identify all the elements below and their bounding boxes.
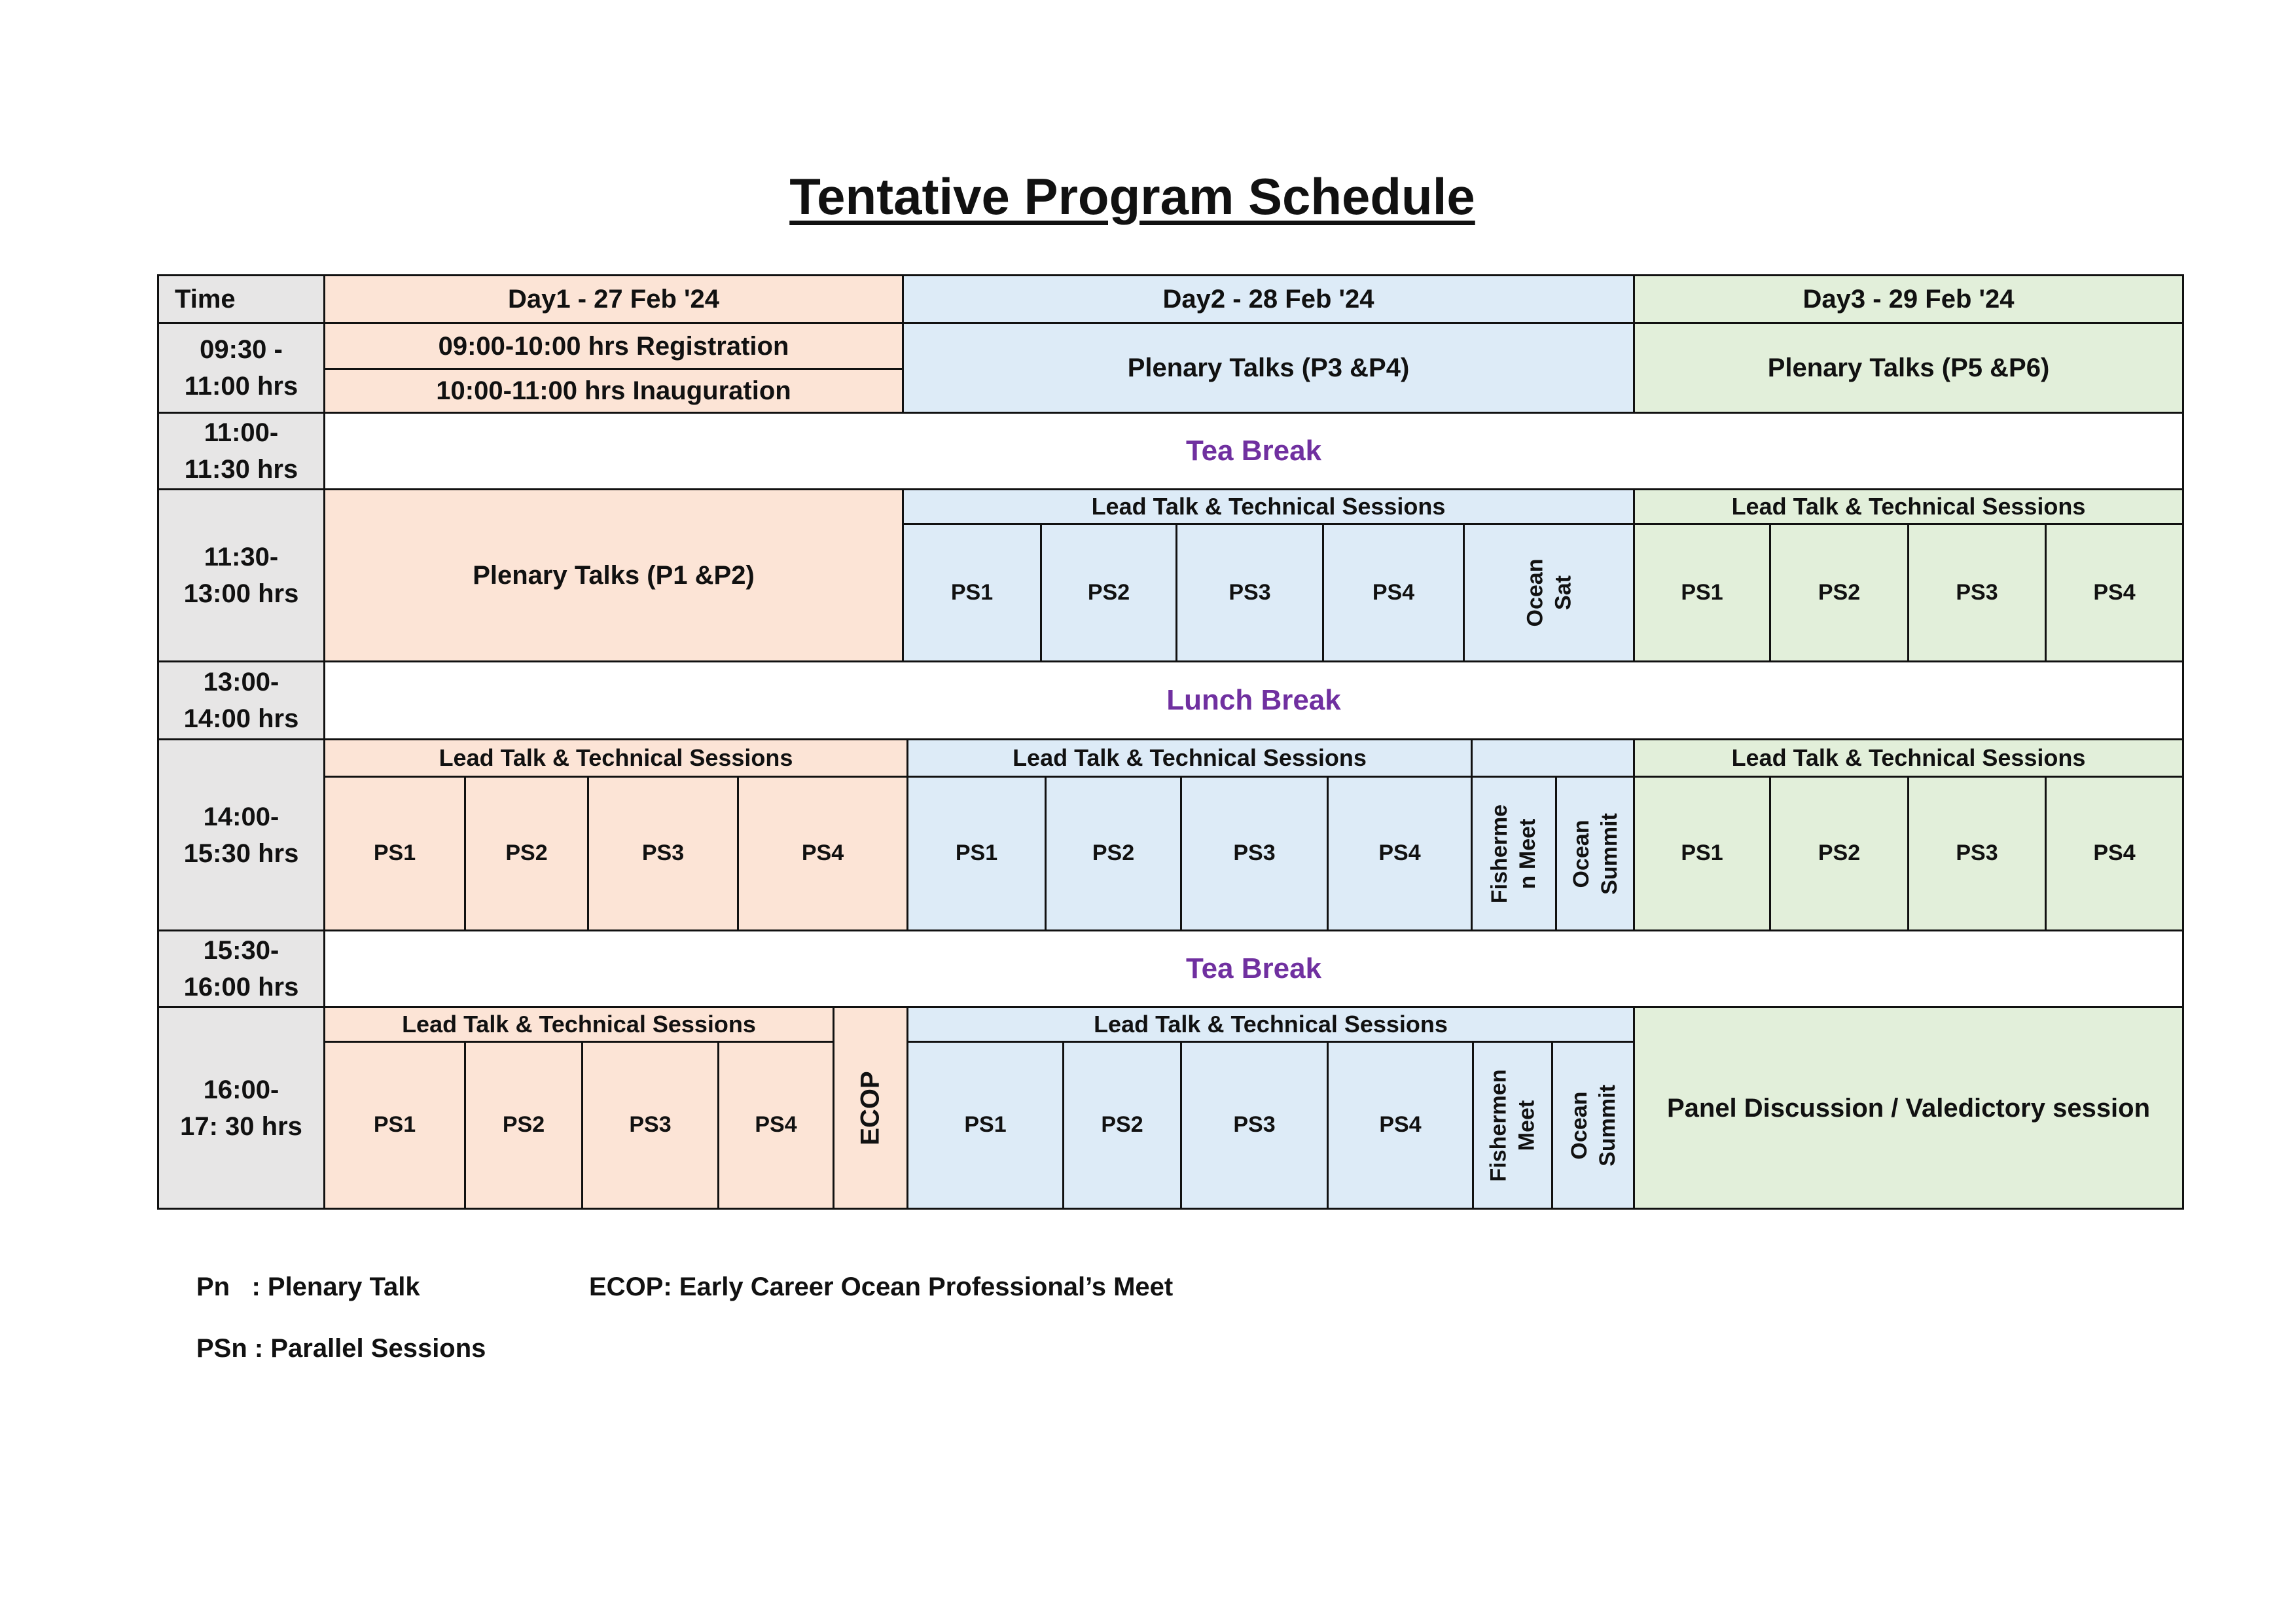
day3-lead-talk-header-1400: Lead Talk & Technical Sessions (1633, 738, 2184, 778)
day3-ps4-1400: PS4 (2045, 776, 2184, 931)
day2-lead-talk-header-1400: Lead Talk & Technical Sessions (906, 738, 1473, 778)
inauguration-cell: 10:00-11:00 hrs Inauguration (323, 368, 904, 414)
lunch-break: Lunch Break (323, 660, 2184, 740)
day1-lead-talk-header-1600: Lead Talk & Technical Sessions (323, 1006, 834, 1043)
legend-ecop: ECOP: Early Career Ocean Professional’s Meet (589, 1272, 1174, 1301)
day1-ps4-1600: PS4 (717, 1041, 834, 1210)
fishermen-meet-label: Fisherme n Meet (1487, 804, 1540, 903)
registration-cell: 09:00-10:00 hrs Registration (323, 322, 904, 370)
day2-empty-header-1400 (1471, 738, 1635, 778)
day2-ps2-1400: PS2 (1045, 776, 1182, 931)
day2-ocean-summit-1600 (1551, 1041, 1635, 1210)
day2-ps2-1130: PS2 (1040, 523, 1177, 662)
day2-ps2-1600: PS2 (1062, 1041, 1182, 1210)
day1-ecop (833, 1006, 908, 1210)
day3-lead-talk-header-1130: Lead Talk & Technical Sessions (1633, 488, 2184, 525)
day2-plenary-p3-p4: Plenary Talks (P3 &P4) (902, 322, 1635, 414)
day3-panel-valedictory: Panel Discussion / Valedictory session (1633, 1006, 2184, 1210)
day3-ps2-1130: PS2 (1769, 523, 1909, 662)
day2-ps1-1600: PS1 (906, 1041, 1064, 1210)
time-slot-1400: 14:00- 15:30 hrs (157, 738, 325, 931)
day3-ps4-1130: PS4 (2045, 523, 2184, 662)
day2-ps3-1400: PS3 (1180, 776, 1329, 931)
header-day2: Day2 - 28 Feb '24 (902, 274, 1635, 324)
day1-lead-talk-header-1400: Lead Talk & Technical Sessions (323, 738, 908, 778)
day3-ps3-1400: PS3 (1907, 776, 2047, 931)
fishermen-meet-label: Fishermen Meet (1486, 1069, 1539, 1182)
ocean-sat-label: Ocean Sat (1522, 558, 1575, 627)
day3-plenary-p5-p6: Plenary Talks (P5 &P6) (1633, 322, 2184, 414)
day1-ps2-1600: PS2 (464, 1041, 583, 1210)
day1-ps3-1600: PS3 (581, 1041, 719, 1210)
header-day1: Day1 - 27 Feb '24 (323, 274, 904, 324)
day1-ps4-1400: PS4 (737, 776, 908, 931)
day1-ps2-1400: PS2 (464, 776, 589, 931)
day1-plenary-p1-p2: Plenary Talks (P1 &P2) (323, 488, 904, 662)
day1-ps1-1400: PS1 (323, 776, 466, 931)
time-slot-1100: 11:00- 11:30 hrs (157, 412, 325, 490)
day2-fishermen-meet-1600 (1472, 1041, 1553, 1210)
day2-ocean-sat (1463, 523, 1635, 662)
time-slot-1600: 16:00- 17: 30 hrs (157, 1006, 325, 1210)
day2-fishermen-meet-1400 (1471, 776, 1557, 931)
header-day3: Day3 - 29 Feb '24 (1633, 274, 2184, 324)
day2-ps4-1130: PS4 (1322, 523, 1465, 662)
legend-pn: Pn : Plenary Talk (196, 1272, 420, 1301)
day3-ps2-1400: PS2 (1769, 776, 1909, 931)
day3-ps3-1130: PS3 (1907, 523, 2047, 662)
time-slot-1530: 15:30- 16:00 hrs (157, 929, 325, 1008)
tea-break-morning: Tea Break (323, 412, 2184, 490)
time-slot-1130: 11:30- 13:00 hrs (157, 488, 325, 662)
day2-ps3-1600: PS3 (1180, 1041, 1329, 1210)
page-title: Tentative Program Schedule (789, 168, 1475, 225)
day1-ps3-1400: PS3 (587, 776, 739, 931)
day3-ps1-1400: PS1 (1633, 776, 1771, 931)
header-time: Time (157, 274, 325, 324)
day2-lead-talk-header-1600: Lead Talk & Technical Sessions (906, 1006, 1635, 1043)
time-slot-0930: 09:30 - 11:00 hrs (157, 322, 325, 414)
day1-ps1-1600: PS1 (323, 1041, 466, 1210)
time-slot-1300: 13:00- 14:00 hrs (157, 660, 325, 740)
day2-lead-talk-header-1130: Lead Talk & Technical Sessions (902, 488, 1635, 525)
day2-ps1-1130: PS1 (902, 523, 1042, 662)
legend-psn: PSn : Parallel Sessions (196, 1334, 486, 1363)
day2-ps1-1400: PS1 (906, 776, 1047, 931)
ocean-summit-label: Ocean Summit (1568, 812, 1621, 895)
day3-ps1-1130: PS1 (1633, 523, 1771, 662)
day2-ps4-1400: PS4 (1327, 776, 1473, 931)
day2-ps4-1600: PS4 (1327, 1041, 1474, 1210)
tea-break-afternoon: Tea Break (323, 929, 2184, 1008)
ecop-label: ECOP (856, 1070, 886, 1146)
ocean-summit-label: Ocean Summit (1566, 1084, 1619, 1166)
day2-ps3-1130: PS3 (1175, 523, 1324, 662)
day2-ocean-summit-1400 (1555, 776, 1635, 931)
